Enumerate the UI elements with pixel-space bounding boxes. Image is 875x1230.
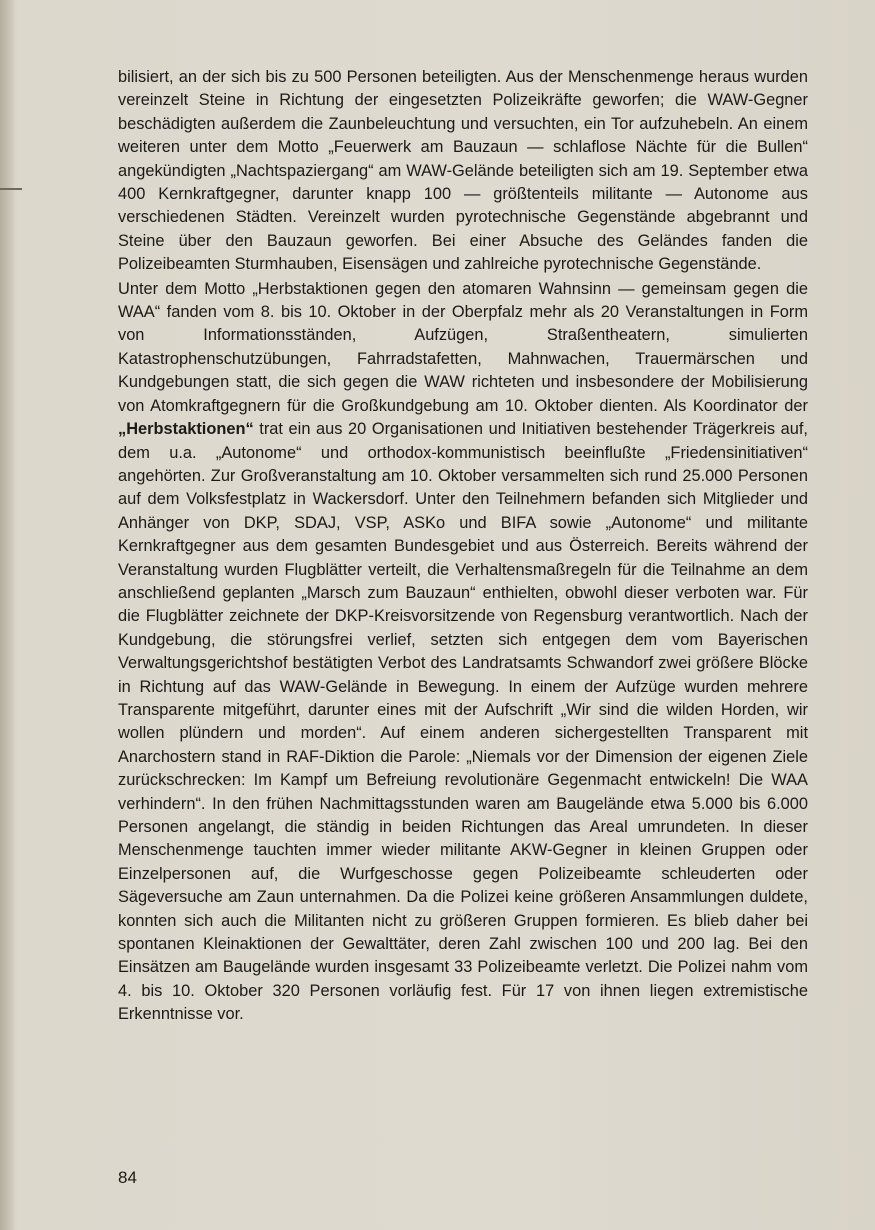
paragraph-1: bilisiert, an der sich bis zu 500 Personen beteiligten. Aus der Menschenmenge heraus wurden vereinzelt Steine in Richtung der eingesetzten Polizeikräfte geworfen; die WAW-Gegner beschädigten außerdem die Zaunbeleuchtung und versuchten, ein Tor aufzuhebeln. An einem weiteren unter dem Motto „Feuerwerk am Bauzaun — schlaflose Nächte für die Bullen“ angekündigten „Nachtspaziergang“ am WAW-Gelände beteiligten sich am 19. September etwa 400 Kernkraftgegner, darunter knapp 100 — größtenteils militante — Autonome aus verschiedenen Städten. Vereinzelt wurden pyrotechnische Gegenstände abgebrannt und Steine über den Bauzaun geworfen. Bei einer Absuche des Geländes fanden die Polizeibeamten Sturmhauben, Eisensägen und zahlreiche pyrotechnische Gegenstände. — [118, 68, 808, 274]
paragraph-2-text-start: Unter dem Motto „Herbstaktionen gegen den atomaren Wahnsinn — gemeinsam gegen die WAA“ fanden vom 8. bis 10. Oktober in der Oberpfalz mehr als 20 Veranstaltungen in Form von Informationsständen, Aufzügen, Straßentheatern, simulierten Katastrophenschutzübungen, Fahrradstafetten, Mahnwachen, Trauermärschen und Kundgebungen statt, die sich gegen die WAW richteten und insbesondere der Mobilisierung von Atomkraftgegnern für die Großkundgebung am 10. Oktober dienten. Als Koordinator der — [118, 279, 808, 415]
body-text — [118, 66, 808, 1027]
paragraph-2 — [118, 278, 808, 1027]
paragraph-2-text-end: trat ein aus 20 Organisationen und Initiativen bestehender Trägerkreis auf, dem u.a. „Autonome“ und orthodox-kommunistisch beeinflußte „Friedensinitiativen“ angehörten. Zur Großveranstaltung am 10. Oktober versammelten sich rund 25.000 Personen auf dem Volksfestplatz in Wackersdorf. Unter den Teilnehmern befanden sich Mitglieder und Anhänger von DKP, SDAJ, VSP, ASKo und BIFA sowie „Autonome“ und militante Kernkraftgegner aus dem gesamten Bundesgebiet und aus Österreich. Bereits während der Veranstaltung wurden Flugblätter verteilt, die Verhaltensmaßregeln für die Teilnahme an dem anschließend geplanten „Marsch zum Bauzaun“ enthielten, obwohl dieser verboten war. Für die Flugblätter zeichnete der DKP-Kreisvorsitzende von Regensburg verantwortlich. Nach der Kundgebung, die störungsfrei verlief, setzten sich entgegen dem vom Bayerischen Verwaltungsgerichtshof bestätigten Verbot des Landratsamts Schwandorf zwei größere Blöcke in Richtung auf das WAW-Gelände in Bewegung. In einem der Aufzüge wurden mehrere Transparente mitgeführt, darunter eines mit der Aufschrift „Wir sind die wilden Horden, wir wollen plündern und morden“. Auf einem anderen sichergestellten Transparent mit Anarchostern stand in RAF-Diktion die Parole: „Niemals vor der Dimension der eigenen Ziele zurückschrecken: Im Kampf um Befreiung revolutionäre Gegenmacht entwickeln! Die WAA verhindern“. In den frühen Nachmittagsstunden waren am Baugelände etwa 5.000 bis 6.000 Personen angelangt, die ständig in beiden Richtungen das Areal umrundeten. In dieser Menschenmenge tauchten immer wieder militante AKW-Gegner in kleinen Gruppen oder Einzelpersonen auf, die Wurfgeschosse gegen Polizeibeamte schleuderten oder Sägeversuche am Zaun unternahmen. Da die Polizei keine größeren Ansammlungen duldete, konnten sich auch die Militanten nicht zu größeren Gruppen formieren. Es blieb daher bei spontanen Kleinaktionen der Gewalttäter, deren Zahl zwischen 100 und 200 lag. Bei den Einsätzen am Baugelände wurden insgesamt 33 Polizeibeamte verletzt. Die Polizei nahm vom 4. bis 10. Oktober 320 Personen vorläufig fest. Für 17 von ihnen liegen extremistische Erkenntnisse vor. — [118, 420, 808, 1024]
page-binding-edge — [0, 0, 14, 1230]
page-number: 84 — [118, 1168, 137, 1187]
binding-mark — [0, 188, 22, 190]
paragraph-2-bold-term: „Herbstaktionen“ — [118, 420, 254, 439]
